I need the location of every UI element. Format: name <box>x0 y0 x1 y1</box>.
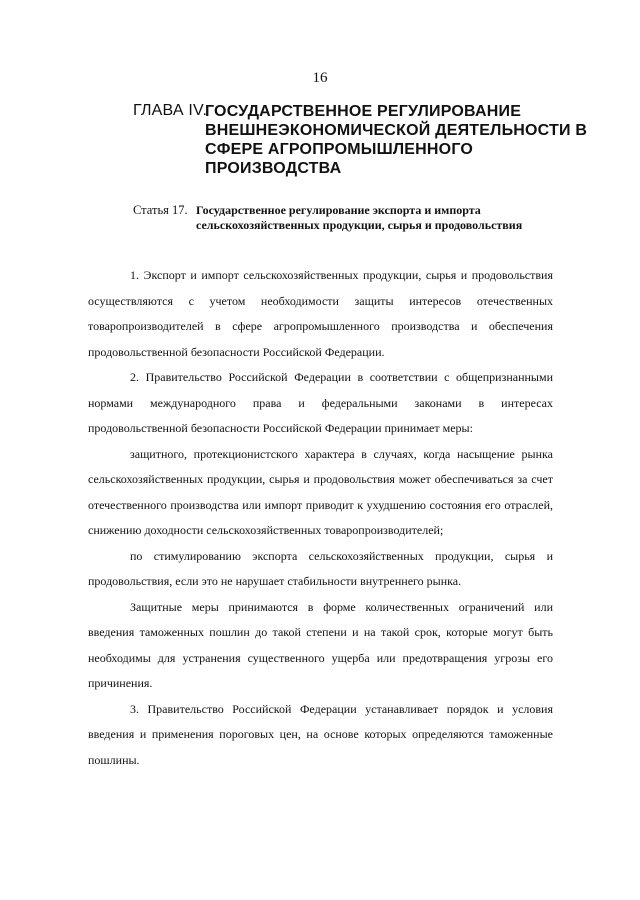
chapter-title: ГОСУДАРСТВЕННОЕ РЕГУЛИРОВАНИЕ ВНЕШНЕЭКОНОМИЧЕСКОЙ ДЕЯТЕЛЬНОСТИ В СФЕРЕ АГРОПРОМЫШЛЕННОГО ПРОИЗВОДСТВА <box>205 103 588 177</box>
paragraph-2-measures-form: Защитные меры принимаются в форме количественных ограничений или введения таможенных пошлин до такой степени и на такой срок, которые могут быть необходимы для устранения существенного ущерба или предотвращения угрозы его причинения. <box>88 599 553 690</box>
paragraph-2-protective: защитного, протекционистского характера в случаях, когда насыщение рынка сельскохозяйственных продукции, сырья и продовольствия может обеспечиваться за счет отечественного производства или импорт приводит к ухудшению состояния его отраслей, снижению доходности сельскохозяйственных товаропроизводителей; <box>88 446 553 537</box>
paragraph-3: 3. Правительство Российской Федерации устанавливает порядок и условия введения и применения пороговых цен, на основе которых определяются таможенные пошлины. <box>88 701 553 767</box>
article-label: Статья 17. <box>133 203 188 217</box>
paragraph-2: 2. Правительство Российской Федерации в соответствии с общепризнанными нормами международного права и федеральными законами в интересах продовольственной безопасности Российской Федерации принимает меры: <box>88 370 553 435</box>
article-body <box>88 263 553 773</box>
paragraph-1: 1. Экспорт и импорт сельскохозяйственных продукции, сырья и продовольствия осуществляются с учетом необходимости защиты интересов отечественных товаропроизводителей в сфере агропромышленного производства и обеспечения продовольственной безопасности Российской Федерации. <box>88 268 553 359</box>
page-number: 16 <box>312 70 328 86</box>
article-title: Государственное регулирование экспорта и импорта сельскохозяйственных продукции, сырья и продовольствия <box>196 203 523 232</box>
paragraph-2-stimulating: по стимулированию экспорта сельскохозяйственных продукции, сырья и продовольствия, если это не нарушает стабильности внутреннего рынка. <box>88 548 553 588</box>
chapter-label: ГЛАВА IV. <box>133 102 208 119</box>
